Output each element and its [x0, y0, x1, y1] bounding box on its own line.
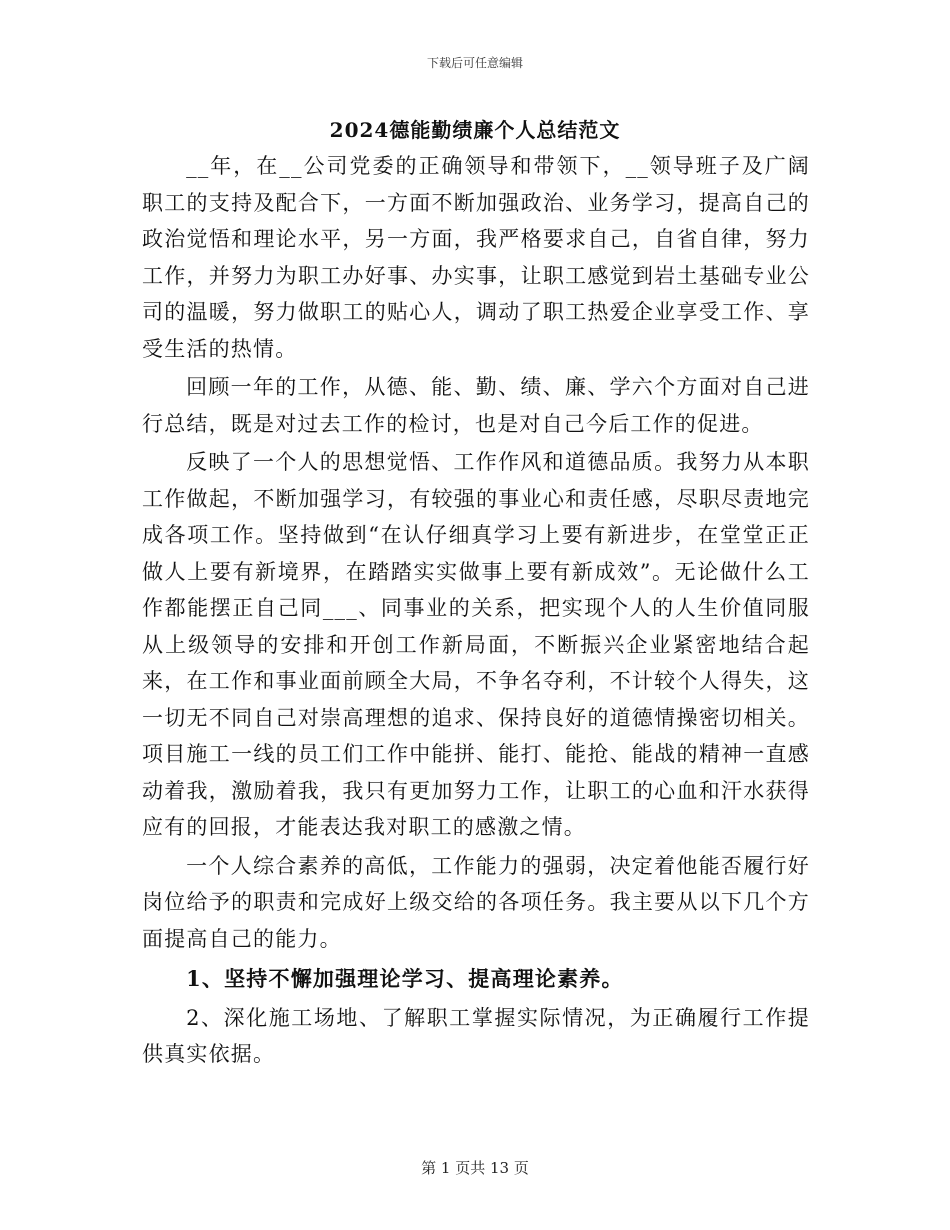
document-body — [142, 148, 810, 1073]
paragraph-2: 回顾一年的工作，从德、能、勤、绩、廉、学六个方面对自己进行总结，既是对过去工作的检讨，也是对自己今后工作的促进。 — [142, 375, 810, 436]
header-note: 下载后可任意编辑 — [426, 56, 523, 70]
paragraph-3: 反映了一个人的思想觉悟、工作作风和道德品质。我努力从本职工作做起，不断加强学习，有较强的事业心和责任感，尽职尽责地完成各项工作。坚持做到“在认仔细真学习上要有新进步，在堂堂正正做人上要有新境界，在踏踏实实做事上要有新成效”。无论做什么工作都能摆正自己同___、同事业的关系，把实现个人的人生价值同服从上级领导的安排和开创工作新局面，不断振兴企业紧密地结合起来，在工作和事业面前顾全大局，不争名夺利，不计较个人得失，这一切无不同自己对崇高理想的追求、保持良好的道德情操密切相关。项目施工一线的员工们工作中能拼、能打、能抢、能战的精神一直感动着我，激励着我，我只有更加努力工作，让职工的心血和汗水获得应有的回报，才能表达我对职工的感激之情。 — [142, 450, 810, 839]
paragraph-4: 一个人综合素养的高低，工作能力的强弱，决定着他能否履行好岗位给予的职责和完成好上级交给的各项任务。我主要从以下几个方面提高自己的能力。 — [142, 853, 810, 951]
paragraph-5: 2、深化施工场地、了解职工掌握实际情况，为正确履行工作提供真实依据。 — [142, 1005, 810, 1066]
page-footer: 第 1 页共 13 页 — [421, 1159, 529, 1177]
document-title: 2024德能勤绩廉个人总结范文 — [329, 118, 621, 142]
paragraph-1: __年，在__公司党委的正确领导和带领下，__领导班子及广阔职工的支持及配合下，一方面不断加强政治、业务学习，提高自己的政治觉悟和理论水平，另一方面，我严格要求自己，自省自律，努力工作，并努力为职工办好事、办实事，让职工感觉到岩土基础专业公司的温暖，努力做职工的贴心人，调动了职工热爱企业享受工作、享受生活的热情。 — [142, 154, 810, 361]
section-heading-1: 1、坚持不懈加强理论学习、提高理论素养。 — [186, 966, 624, 991]
